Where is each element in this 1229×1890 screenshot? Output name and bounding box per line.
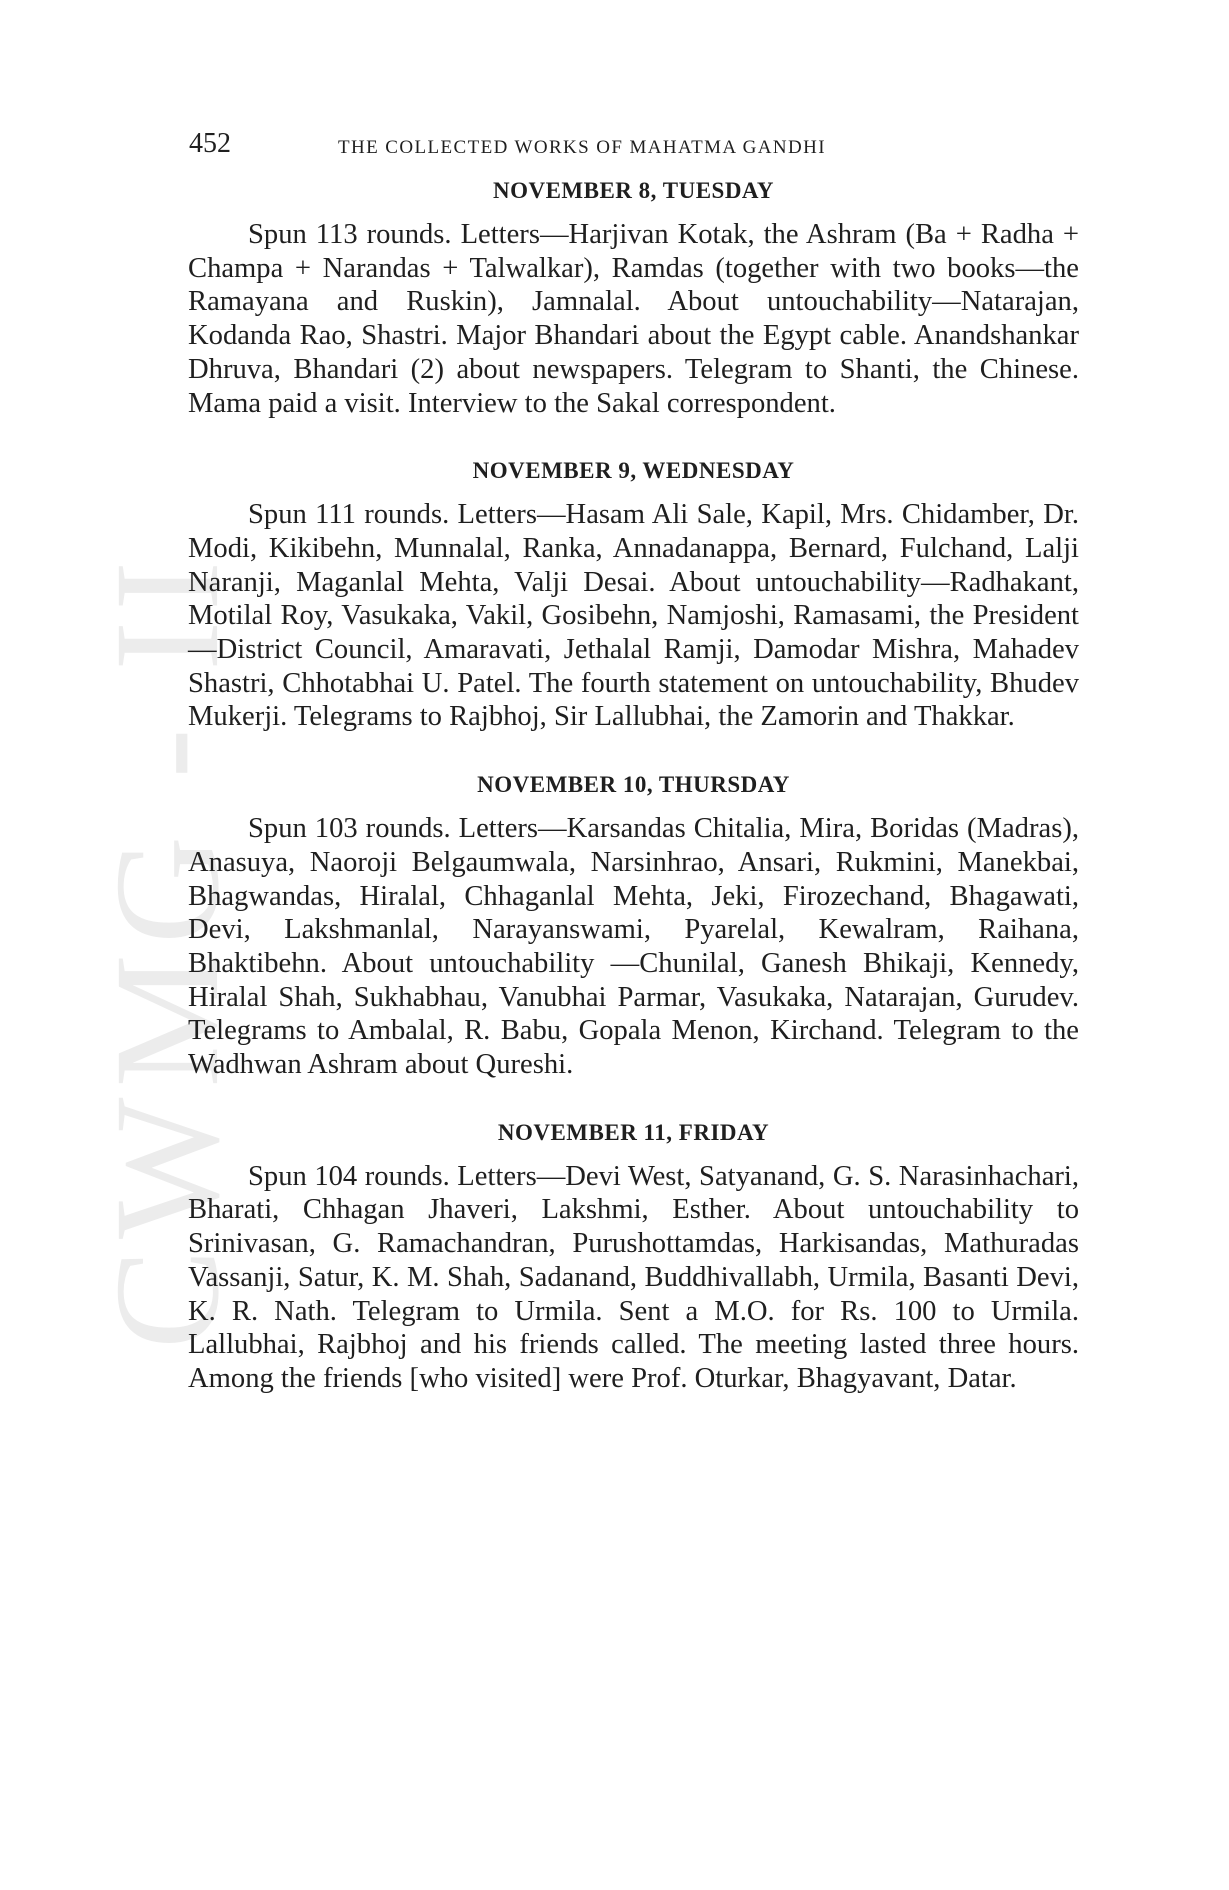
entry-text: Spun 111 rounds. Letters—Hasam Ali Sale, Kapil, Mrs. Chidamber, Dr. Modi, Kikibehn, Munnalal, Ranka, Annadanappa, Bernard, Fulchand, Lalji Naranji, Maganlal Mehta, Valji Desai. About untouchability—Radhakant, Motilal Roy, Vasukaka, Vakil, Gosibehn, Namjoshi, Ramasami, the President—District Council, Amaravati, Jethalal Ramji, Damodar Mishra, Mahadev Shastri, Chhotabhai U. Patel. The fourth statement on untouchability, Bhudev Mukerji. Telegrams to Rajbhoj, Sir Lallubhai, the Zamorin and Thakkar. (188, 499, 1079, 733)
entry-date-heading: NOVEMBER 8, TUESDAY (492, 178, 775, 203)
entry-date-heading: NOVEMBER 11, FRIDAY (497, 1119, 770, 1145)
entry-text: Spun 103 rounds. Letters—Karsandas Chitalia, Mira, Boridas (Madras), Anasuya, Naoroji Belgaumwala, Narsinhrao, Ansari, Rukmini, Manekbai, Bhagwandas, Hiralal, Chhaganlal Mehta, Jeki, Firozechand, Bhagawati, Devi, Lakshmanlal, Narayanswami, Pyarelal, Kewalram, Raihana, Bhaktibehn. About untouchability —Chunilal, Ganesh Bhikaji, Kennedy, Hiralal Shah, Sukhabhau, Vanubhai Parmar, Vasukaka, Natarajan, Gurudev. Telegrams to Ambalal, R. Babu, Gopala Menon, Kirchand. Telegram to the Wadhwan Ashram about Qureshi. (188, 813, 1079, 1081)
entry-text: Spun 113 rounds. Letters—Harjivan Kotak, the Ashram (Ba + Radha + Champa + Narandas + Talwalkar), Ramdas (together with two books—the Ramayana and Ruskin), Jamnalal. About untouchability—Natarajan, Kodanda Rao, Shastri. Major Bhandari about the Egypt cable. Anandshankar Dhruva, Bhandari (2) about newspapers. Telegram to Shanti, the Chinese. Mama paid a visit. Interview to the Sakal correspondent. (188, 219, 1079, 419)
entry-date-heading: NOVEMBER 9, WEDNESDAY (472, 458, 795, 484)
running-title: THE COLLECTED WORKS OF MAHATMA GANDHI (338, 137, 826, 158)
entry-text: Spun 104 rounds. Letters—Devi West, Satyanand, G. S. Narasinhachari, Bharati, Chhagan Jhaveri, Lakshmi, Esther. About untouchability to Srinivasan, G. Ramachandran, Purushottamdas, Harkisandas, Mathuradas Vassanji, Satur, K. M. Shah, Sadanand, Buddhivallabh, Urmila, Basanti Devi, K. R. Nath. Telegram to Urmila. Sent a M.O. for Rs. 100 to Urmila. Lallubhai, Rajbhoj and his friends called. The meeting lasted three hours. Among the friends [who visited] were Prof. Oturkar, Bhagyavant, Datar. (188, 1160, 1079, 1394)
watermark-text: CWMG - II (84, 550, 250, 1350)
page-number: 452 (189, 128, 231, 159)
page-header (189, 128, 1079, 168)
diary-content (188, 178, 1079, 1396)
entry-date-heading: NOVEMBER 10, THURSDAY (477, 772, 790, 798)
